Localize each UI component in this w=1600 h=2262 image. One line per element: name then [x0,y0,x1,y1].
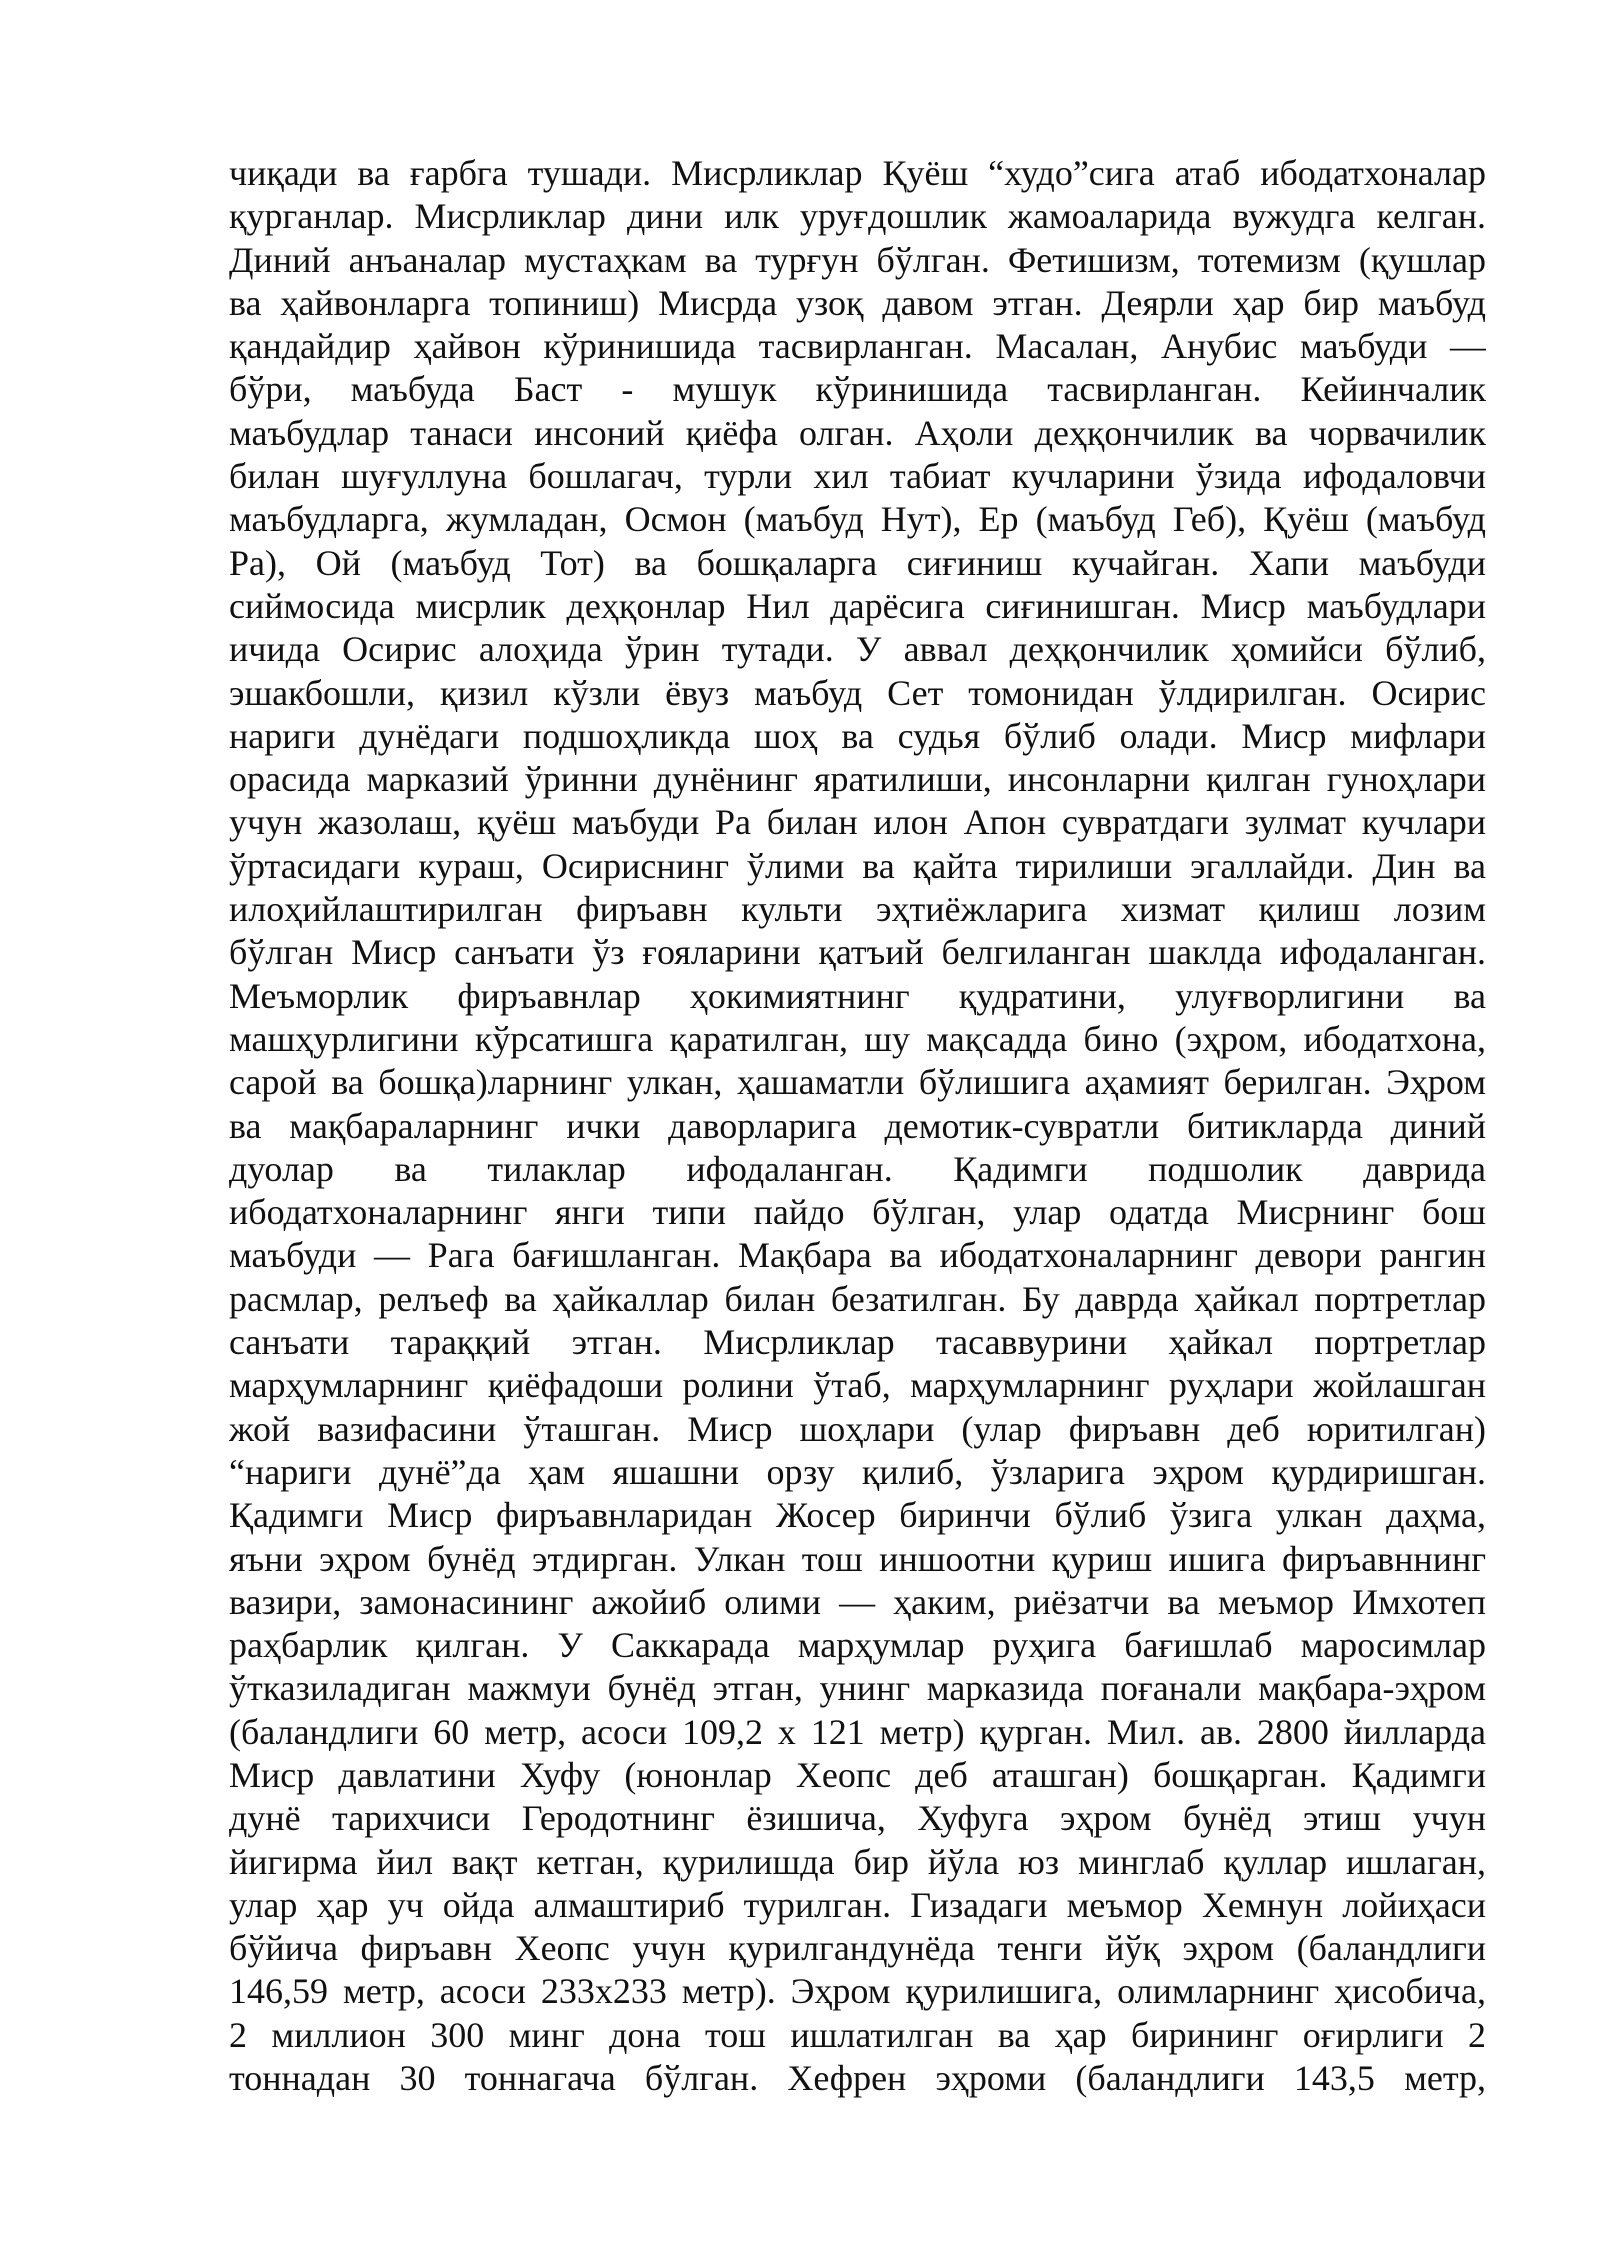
text-line: ичида Осирис алоҳида ўрин тутади. У аввал деҳқончилик ҳомийси бўлиб, [229,629,1486,670]
text-line: машҳурлигини кўрсатишга қаратилган, шу мақсадда бино (эҳром, ибодатхона, [229,1018,1486,1059]
text-line: Диний анъаналар мустаҳкам ва турғун бўлган. Фетишизм, тотемизм (қушлар [229,239,1486,280]
text-line: бўйича фиръавн Хеопс учун қурилгандунёда тенги йўқ эҳром (баландлиги [229,1928,1486,1969]
text-line: раҳбарлик қилган. У Саккарада марҳумлар руҳига бағишлаб маросимлар [229,1625,1486,1666]
text-line: улар ҳар уч ойда алмаштириб турилган. Гизадаги меъмор Хемнун лойиҳаси [229,1884,1486,1925]
text-line: тоннадан 30 тоннагача бўлган. Хефрен эҳроми (баландлиги 143,5 метр, [229,2058,1486,2099]
text-line: сарой ва бошқа)ларнинг улкан, ҳашаматли бўлишига аҳамият берилган. Эҳром [229,1062,1486,1103]
text-line: нариги дунёдаги подшоҳликда шоҳ ва судья бўлиб олади. Миср мифлари [229,715,1486,756]
text-line: Ра), Ой (маъбуд Тот) ва бошқаларга сиғиниш кучайган. Хапи маъбуди [229,542,1486,583]
text-line: учун жазолаш, қуёш маъбуди Ра билан илон Апон сувратдаги зулмат кучлари [229,802,1486,843]
text-line: орасида марказий ўринни дунёнинг яратилиши, инсонларни қилган гуноҳлари [229,759,1486,800]
text-line: ўртасидаги кураш, Осириснинг ўлими ва қайта тирилиши эгаллайди. Дин ва [229,845,1486,886]
text-line: дунё тарихчиси Геродотнинг ёзишича, Хуфуга эҳром бунёд этиш учун [229,1798,1486,1839]
text-line: марҳумларнинг қиёфадоши ролини ўтаб, марҳумларнинг руҳлари жойлашган [229,1365,1486,1406]
body-text [229,152,1486,2100]
text-line: яъни эҳром бунёд этдирган. Улкан тош иншоотни қуриш ишига фиръавннинг [229,1538,1486,1579]
text-line: қандайдир ҳайвон кўринишида тасвирланган. Масалан, Анубис маъбуди — [229,326,1486,367]
text-line: расмлар, релъеф ва ҳайкаллар билан безатилган. Бу даврда ҳайкал портретлар [229,1278,1486,1319]
text-line: йигирма йил вақт кетган, қурилишда бир йўла юз минглаб қуллар ишлаган, [229,1841,1486,1882]
text-line: 2 миллион 300 минг дона тош ишлатилган ва ҳар бирининг оғирлиги 2 [229,2014,1486,2055]
text-line: бўлган Миср санъати ўз ғояларини қатъий белгиланган шаклда ифодаланган. [229,932,1486,973]
text-line: ва мақбараларнинг ички даворларига демотик-сувратли битикларда диний [229,1105,1486,1146]
text-line: (баландлиги 60 метр, асоси 109,2 х 121 метр) қурган. Мил. ав. 2800 йилларда [229,1711,1486,1752]
text-line: Миср давлатини Хуфу (юнонлар Хеопс деб аташган) бошқарган. Қадимги [229,1754,1486,1795]
text-line: вазири, замонасининг ажойиб олими — ҳаким, риёзатчи ва меъмор Имхотеп [229,1581,1486,1622]
text-line: сиймосида мисрлик деҳқонлар Нил дарёсига сиғинишган. Миср маъбудлари [229,585,1486,626]
text-line: маъбудларга, жумладан, Осмон (маъбуд Нут), Ер (маъбуд Геб), Қуёш (маъбуд [229,499,1486,540]
text-line: қурганлар. Мисрликлар дини илк уруғдошлик жамоаларида вужудга келган. [229,196,1486,237]
text-line: ўтказиладиган мажмуи бунёд этган, унинг марказида поғанали мақбара-эҳром [229,1668,1486,1709]
text-line: илоҳийлаштирилган фиръавн культи эҳтиёжларига хизмат қилиш лозим [229,889,1486,930]
text-line: дуолар ва тилаклар ифодаланган. Қадимги подшолик даврида [229,1148,1486,1189]
text-line: “нариги дунё”да ҳам яшашни орзу қилиб, ўзларига эҳром қурдиришган. [229,1451,1486,1492]
text-line: ва ҳайвонларга топиниш) Мисрда узоқ давом этган. Деярли ҳар бир маъбуд [229,282,1486,323]
text-line: жой вазифасини ўташган. Миср шоҳлари (улар фиръавн деб юритилган) [229,1408,1486,1449]
text-line: маъбуди — Рага бағишланган. Мақбара ва ибодатхоналарнинг девори рангин [229,1235,1486,1276]
text-line: санъати тараққий этган. Мисрликлар тасаввурини ҳайкал портретлар [229,1322,1486,1363]
text-line: маъбудлар танаси инсоний қиёфа олган. Аҳоли деҳқончилик ва чорвачилик [229,412,1486,453]
text-line: эшакбошли, қизил кўзли ёвуз маъбуд Сет томонидан ўлдирилган. Осирис [229,672,1486,713]
text-line: Меъморлик фиръавнлар ҳокимиятнинг қудратини, улуғворлигини ва [229,975,1486,1016]
text-line: 146,59 метр, асоси 233х233 метр). Эҳром қурилишига, олимларнинг ҳисобича, [229,1971,1486,2012]
text-line: билан шуғуллуна бошлагач, турли хил табиат кучларини ўзида ифодаловчи [229,456,1486,497]
text-line: чиқади ва ғарбга тушади. Мисрликлар Қуёш “худо”сига атаб ибодатхоналар [229,153,1486,193]
text-line: ибодатхоналарнинг янги типи пайдо бўлган, улар одатда Мисрнинг бош [229,1192,1486,1233]
text-line: Қадимги Миср фиръавнларидан Жосер биринчи бўлиб ўзига улкан даҳма, [229,1495,1486,1536]
text-line: бўри, маъбуда Баст - мушук кўринишида тасвирланган. Кейинчалик [229,369,1486,410]
